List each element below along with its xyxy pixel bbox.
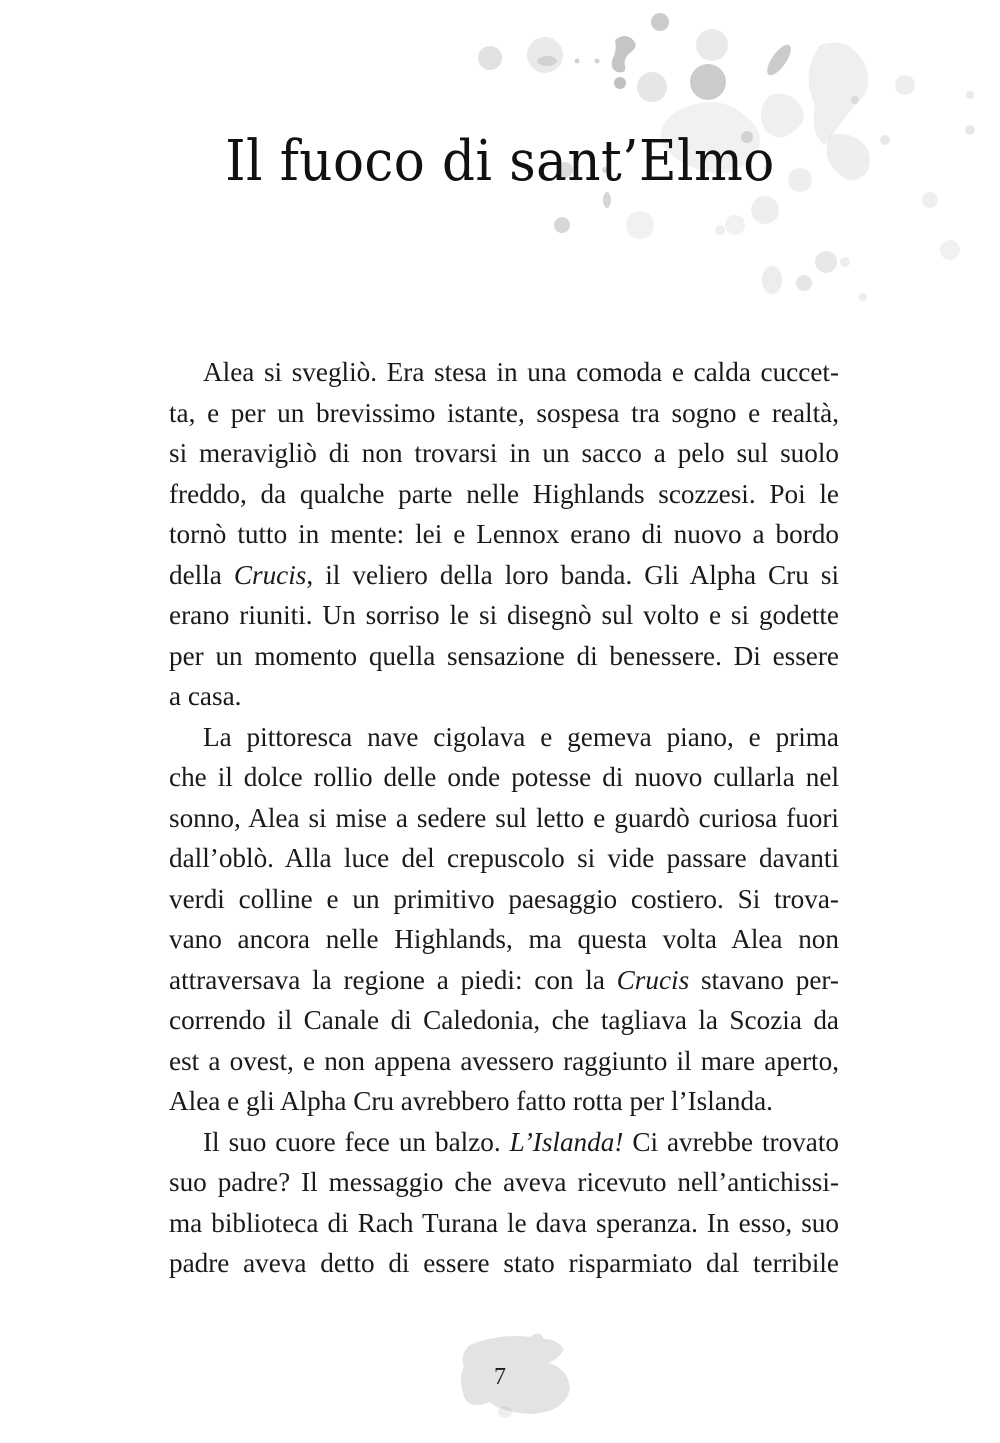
text-segment: erano riuniti. Un sorriso le si disegnò sul volto e si godette (169, 600, 839, 630)
text-line (169, 514, 839, 555)
text-segment: stavano per- (689, 964, 839, 995)
text-segment: che il dolce rollio delle onde potesse di nuovo cullarla nel (169, 762, 839, 792)
text-line (169, 595, 839, 636)
text-segment: Alea e gli Alpha Cru avrebbero fatto rotta per l’Islanda. (169, 1086, 773, 1116)
text-line (169, 555, 839, 596)
text-segment: sonno, Alea si mise a sedere sul letto e guardò curiosa fuori (169, 802, 839, 833)
text-segment: per un momento quella sensazione di benessere. Di essere (169, 640, 839, 671)
paragraph (169, 352, 839, 717)
text-line (169, 798, 839, 839)
text-segment: verdi colline e un primitivo paesaggio costiero. Si trova- (169, 883, 839, 914)
text-line (169, 1122, 839, 1163)
italic-text: Crucis (233, 559, 307, 590)
text-segment: vano ancora nelle Highlands, ma questa volta Alea non (169, 924, 839, 954)
text-segment: a casa. (169, 681, 242, 711)
text-segment: , il veliero della loro banda. Gli Alpha Cru si (306, 559, 839, 590)
text-line (169, 717, 839, 758)
text-segment: della (169, 559, 234, 590)
text-segment: ta, e per un brevissimo istante, sospesa tra sogno e realtà, (169, 397, 839, 428)
paragraph (169, 717, 839, 1122)
text-segment: Ci avrebbe trovato (623, 1126, 839, 1157)
text-segment: attraversava la regione a piedi: con la (169, 964, 617, 995)
text-segment: dall’oblò. Alla luce del crepuscolo si vide passare davanti (169, 843, 839, 873)
text-segment: padre aveva detto di essere stato risparmiato dal terribile (169, 1248, 839, 1278)
text-segment: freddo, da qualche parte nelle Highlands scozzesi. Poi le (169, 478, 839, 509)
text-line (169, 1203, 839, 1244)
text-line (169, 757, 839, 798)
text-segment: suo padre? Il messaggio che aveva ricevuto nell’antichissi- (169, 1167, 839, 1197)
page-number: 7 (494, 1364, 506, 1390)
text-segment: est a ovest, e non appena avessero raggiunto il mare aperto, (169, 1045, 839, 1076)
text-segment: si meravigliò di non trovarsi in un sacco a pelo sul suolo (169, 438, 839, 468)
text-line (169, 1243, 839, 1284)
text-line (169, 393, 839, 434)
text-line (169, 433, 839, 474)
text-line (169, 474, 839, 515)
text-segment: Il suo cuore fece un balzo. (203, 1126, 510, 1157)
text-line (169, 879, 839, 920)
text-line (169, 838, 839, 879)
text-segment: tornò tutto in mente: lei e Lennox erano di nuovo a bordo (169, 519, 839, 549)
text-line (169, 960, 839, 1001)
text-line (169, 1162, 839, 1203)
italic-text: Crucis (616, 964, 690, 995)
text-segment: correndo il Canale di Caledonia, che tagliava la Scozia da (169, 1005, 839, 1035)
chapter-body (169, 352, 839, 1284)
chapter-title: Il fuoco di sant’Elmo (225, 129, 775, 194)
text-line (169, 1041, 839, 1082)
text-line (169, 636, 839, 677)
text-line (169, 1081, 839, 1122)
text-line (169, 919, 839, 960)
text-line (169, 1000, 839, 1041)
text-segment: Alea si svegliò. Era stesa in una comoda e calda cuccet- (203, 357, 839, 387)
text-line (169, 676, 839, 717)
italic-text: L’Islanda! (509, 1126, 624, 1157)
text-segment: ma biblioteca di Rach Turana le dava speranza. In esso, suo (169, 1207, 839, 1238)
paragraph (169, 1122, 839, 1284)
text-line (169, 352, 839, 393)
text-segment: La pittoresca nave cigolava e gemeva piano, e prima (203, 721, 839, 752)
